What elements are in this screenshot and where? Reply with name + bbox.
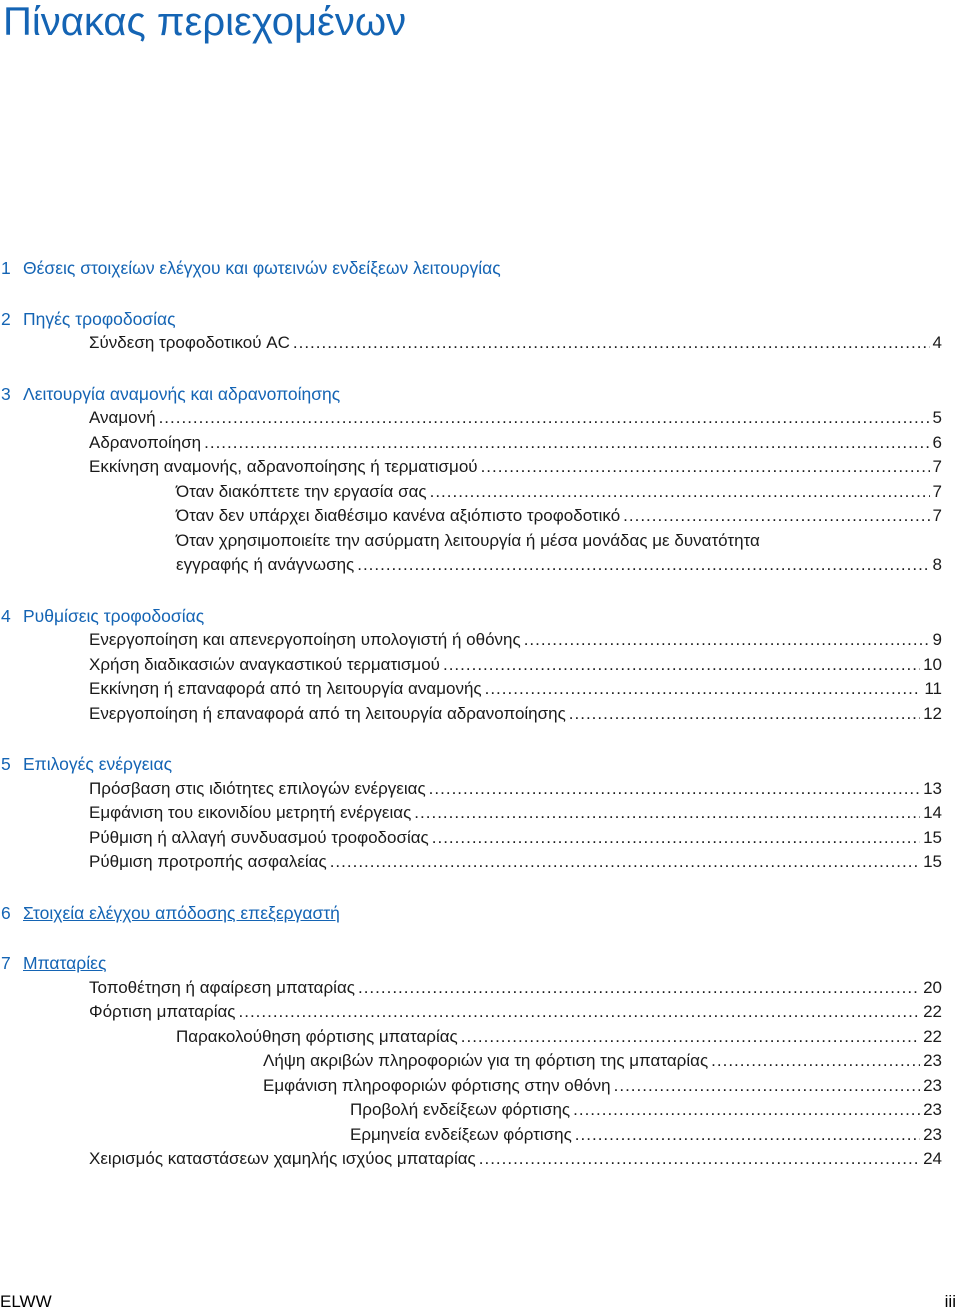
entry-title: Παρακολούθηση φόρτισης μπαταρίας: [176, 1026, 458, 1046]
chapter-3: [0, 382, 942, 578]
page-number: 22: [923, 1002, 942, 1021]
entry-title-line-1[interactable]: Όταν χρησιμοποιείτε την ασύρματη λειτουργία ή μέσα μονάδας με δυνατότητα: [176, 530, 760, 550]
footer-doc-code: ELWW: [0, 1292, 52, 1311]
entry-title: Εκκίνηση αναμονής, αδρανοποίησης ή τερματισμού: [89, 457, 478, 476]
page-number: 9: [932, 630, 942, 649]
dot-leader: [330, 850, 920, 875]
toc-entry[interactable]: [0, 777, 942, 802]
entry-title: Αδρανοποίηση: [89, 432, 202, 452]
page-number: 12: [923, 703, 942, 723]
dot-leader: [623, 504, 929, 529]
entry-title: Ερμηνεία ενδείξεων φόρτισης: [350, 1124, 572, 1144]
toc-entry[interactable]: [0, 431, 942, 456]
footer-page-number: iii: [944, 1292, 956, 1311]
chapter-heading[interactable]: [0, 951, 942, 976]
chapter-heading[interactable]: [0, 752, 942, 777]
chapter-title: Μπαταρίες: [23, 953, 107, 973]
toc-entry[interactable]: [0, 406, 942, 431]
entry-title: Προβολή ενδείξεων φόρτισης: [350, 1100, 571, 1119]
dot-leader: [573, 1098, 920, 1123]
page-footer: [0, 1290, 956, 1314]
chapter-2: [0, 307, 942, 356]
chapter-heading[interactable]: [0, 256, 942, 281]
entry-title: εγγραφής ή ανάγνωσης: [176, 555, 355, 574]
entry-title: Εκκίνηση ή επαναφορά από τη λειτουργία αναμονής: [89, 679, 482, 698]
page-number: 7: [932, 506, 942, 525]
page-number: 15: [923, 827, 942, 847]
dot-leader: [614, 1074, 920, 1099]
entry-title: Χρήση διαδικασιών αναγκαστικού τερματισμού: [89, 654, 440, 674]
toc-entry[interactable]: [0, 1000, 942, 1025]
chapter-5: [0, 752, 942, 875]
chapter-6: [0, 901, 942, 926]
chapter-number: 7: [1, 953, 11, 973]
entry-title: Φόρτιση μπαταρίας: [89, 1002, 236, 1021]
chapter-heading[interactable]: [0, 901, 942, 926]
chapter-number: 2: [1, 308, 11, 329]
dot-leader: [575, 1123, 920, 1148]
dot-leader: [414, 801, 920, 826]
chapter-4: [0, 604, 942, 727]
toc-entry[interactable]: [0, 702, 942, 727]
dot-leader: [358, 976, 920, 1001]
page-number: 15: [923, 852, 942, 871]
page-number: 24: [923, 1149, 942, 1168]
dot-leader: [481, 455, 930, 480]
page-number: 22: [923, 1026, 942, 1046]
dot-leader: [204, 431, 929, 456]
toc-entry[interactable]: [0, 455, 942, 480]
toc-entry[interactable]: [0, 480, 942, 505]
page-number: 4: [932, 333, 942, 352]
page-number: 6: [932, 432, 942, 452]
dot-leader: [357, 553, 929, 578]
chapter-title: Θέσεις στοιχείων ελέγχου και φωτεινών ενδείξεων λειτουργίας: [23, 258, 501, 278]
chapter-1: [0, 256, 942, 281]
toc-entry[interactable]: [0, 976, 942, 1001]
page-number: 13: [923, 778, 942, 798]
page-number: 10: [923, 654, 942, 674]
toc-entry[interactable]: [0, 1123, 942, 1148]
dot-leader: [711, 1049, 920, 1074]
entry-title: Ρύθμιση προτροπής ασφαλείας: [89, 852, 327, 871]
toc-entry[interactable]: [0, 1049, 942, 1074]
table-of-contents: [0, 256, 942, 1198]
dot-leader: [159, 406, 930, 431]
entry-title: Σύνδεση τροφοδοτικού AC: [89, 333, 290, 352]
entry-title: Πρόσβαση στις ιδιότητες επιλογών ενέργειας: [89, 778, 426, 798]
entry-title: Λήψη ακριβών πληροφοριών για τη φόρτιση της μπαταρίας: [263, 1051, 709, 1070]
page-number: 20: [923, 977, 942, 997]
chapter-number: 3: [1, 383, 11, 404]
chapter-number: 4: [1, 605, 11, 626]
dot-leader: [569, 702, 920, 727]
page-number: 23: [923, 1124, 942, 1144]
toc-entry[interactable]: [0, 331, 942, 356]
toc-entry[interactable]: [0, 677, 942, 702]
chapter-heading[interactable]: [0, 382, 942, 407]
page-number: 8: [932, 555, 942, 574]
toc-entry[interactable]: [0, 1025, 942, 1050]
page-title: Πίνακας περιεχομένων: [3, 0, 407, 44]
entry-title: Όταν διακόπτετε την εργασία σας: [176, 481, 427, 501]
chapter-heading[interactable]: [0, 604, 942, 629]
toc-entry[interactable]: [0, 628, 942, 653]
chapter-title: Ρυθμίσεις τροφοδοσίας: [23, 605, 205, 626]
page-number: 5: [932, 408, 942, 427]
page-number: 7: [932, 481, 942, 501]
dot-leader: [293, 331, 930, 356]
toc-entry[interactable]: [0, 653, 942, 678]
chapter-number: 1: [1, 258, 11, 278]
page-number: 23: [923, 1075, 942, 1095]
dot-leader: [479, 1147, 920, 1172]
page-number: 7: [932, 457, 942, 476]
toc-entry[interactable]: [0, 504, 942, 529]
dot-leader: [443, 653, 920, 678]
chapter-heading[interactable]: [0, 307, 942, 332]
dot-leader: [429, 777, 920, 802]
toc-entry[interactable]: [0, 553, 942, 578]
page-number: 23: [923, 1100, 942, 1119]
chapter-number: 5: [1, 754, 11, 774]
toc-entry[interactable]: [0, 850, 942, 875]
chapter-title: Επιλογές ενέργειας: [23, 754, 172, 774]
entry-title: Ρύθμιση ή αλλαγή συνδυασμού τροφοδοσίας: [89, 827, 429, 847]
entry-title: Ενεργοποίηση και απενεργοποίηση υπολογιστή ή οθόνης: [89, 630, 521, 649]
dot-leader: [485, 677, 922, 702]
page-number: 11: [924, 679, 942, 698]
entry-title: Τοποθέτηση ή αφαίρεση μπαταρίας: [89, 977, 355, 997]
toc-entry[interactable]: [0, 801, 942, 826]
chapter-number: 6: [1, 902, 11, 923]
entry-title: Εμφάνιση πληροφοριών φόρτισης στην οθόνη: [263, 1075, 611, 1095]
entry-title: Αναμονή: [89, 408, 156, 427]
chapter-title: Πηγές τροφοδοσίας: [23, 308, 176, 329]
chapter-title: Λειτουργία αναμονής και αδρανοποίησης: [23, 383, 341, 404]
page-number: 23: [923, 1051, 942, 1070]
entry-title: Εμφάνιση του εικονιδίου μετρητή ενέργειας: [89, 803, 412, 822]
chapter-title: Στοιχεία ελέγχου απόδοσης επεξεργαστή: [23, 902, 340, 923]
entry-title: Χειρισμός καταστάσεων χαμηλής ισχύος μπαταρίας: [89, 1149, 476, 1168]
toc-entry[interactable]: [0, 1098, 942, 1123]
chapter-7: [0, 951, 942, 1172]
toc-entry[interactable]: [0, 1074, 942, 1099]
toc-entry[interactable]: [0, 826, 942, 851]
entry-title: Όταν δεν υπάρχει διαθέσιμο κανένα αξιόπιστο τροφοδοτικό: [176, 506, 621, 525]
page-number: 14: [923, 803, 942, 822]
dot-leader: [432, 826, 920, 851]
toc-entry[interactable]: [0, 1147, 942, 1172]
dot-leader: [461, 1025, 920, 1050]
entry-title: Ενεργοποίηση ή επαναφορά από τη λειτουργία αδρανοποίησης: [89, 703, 566, 723]
dot-leader: [239, 1000, 921, 1025]
dot-leader: [430, 480, 930, 505]
dot-leader: [524, 628, 930, 653]
